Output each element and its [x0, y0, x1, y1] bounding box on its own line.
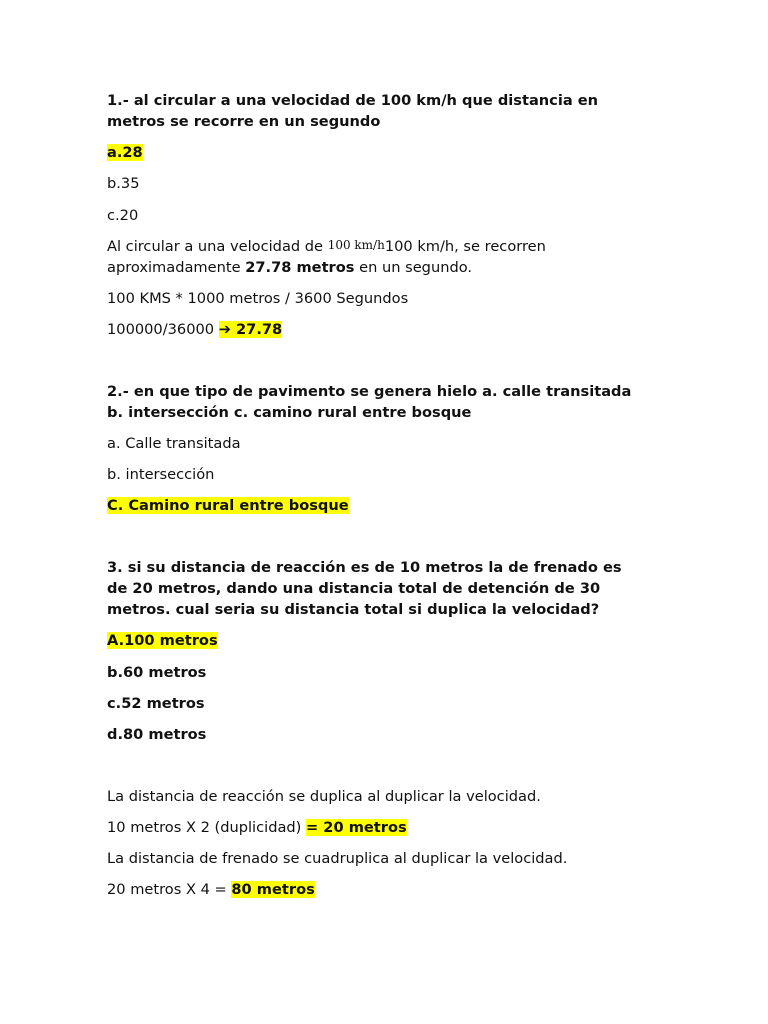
q1-question-line2: metros se recorre en un segundo: [107, 113, 381, 130]
q3-question-line3: metros. cual seria su distancia total si duplica la velocidad?: [107, 601, 600, 618]
q3-braking-calc-result: 80 metros: [231, 881, 315, 898]
q1-explanation-line2: [107, 257, 667, 278]
q3-question-line1: 3. si su distancia de reacción es de 10 metros la de frenado es: [107, 559, 622, 576]
q1-option-b: b.35: [107, 175, 140, 192]
arrow-right-icon: ➔: [218, 321, 231, 338]
q1-explanation-line2-prefix: aproximadamente: [107, 259, 246, 276]
q1-explanation-formula: 100 km/h: [327, 238, 385, 252]
q3-question-line2: de 20 metros, dando una distancia total de detención de 30: [107, 580, 601, 597]
q1-explanation-line2-bold: 27.78 metros: [245, 259, 355, 276]
q3-option-d: d.80 metros: [107, 726, 207, 743]
q2-question-line1: 2.- en que tipo de pavimento se genera hielo a. calle transitada: [107, 383, 632, 400]
q1-result-highlight: [219, 321, 282, 338]
q1-option-c: c.20: [107, 207, 139, 224]
q2-option-a: a. Calle transitada: [107, 435, 241, 452]
q1-question-line1: 1.- al circular a una velocidad de 100 km/h que distancia en: [107, 92, 599, 109]
q1-explanation-prefix: Al circular a una velocidad de: [107, 238, 328, 255]
q3-braking-calc: [107, 879, 667, 900]
q1-option-a-row: [107, 142, 667, 163]
q1-explanation-suffix: 100 km/h, se recorren: [384, 238, 546, 255]
q3-braking-text: La distancia de frenado se cuadruplica al duplicar la velocidad.: [107, 850, 568, 867]
q3-reaction-calc: [107, 817, 667, 838]
q1-result-prefix: 100000/36000: [107, 321, 219, 338]
q3-option-b: b.60 metros: [107, 664, 207, 681]
q3-reaction-calc-prefix: 10 metros X 2 (duplicidad): [107, 819, 306, 836]
q3-braking-calc-prefix: 20 metros X 4 =: [107, 881, 232, 898]
q1-result-line: [107, 319, 667, 340]
q3-option-c: c.52 metros: [107, 695, 205, 712]
q3-reaction-text: La distancia de reacción se duplica al duplicar la velocidad.: [107, 788, 541, 805]
q2-question-line2: b. intersección c. camino rural entre bosque: [107, 404, 472, 421]
q3-reaction-calc-result: = 20 metros: [306, 819, 407, 836]
q1-result-value: 27.78: [230, 321, 283, 338]
q3-option-a-row: [107, 630, 667, 651]
q1-calc-line: 100 KMS * 1000 metros / 3600 Segundos: [107, 290, 409, 307]
q2-option-c: C. Camino rural entre bosque: [107, 497, 349, 514]
q1-explanation-line2-suffix: en un segundo.: [354, 259, 473, 276]
q2-option-c-row: [107, 495, 667, 516]
q2-option-b: b. intersección: [107, 466, 215, 483]
q1-explanation-line1: [107, 236, 667, 258]
q1-option-a: a.28: [107, 144, 143, 161]
q3-option-a: A.100 metros: [107, 632, 218, 649]
